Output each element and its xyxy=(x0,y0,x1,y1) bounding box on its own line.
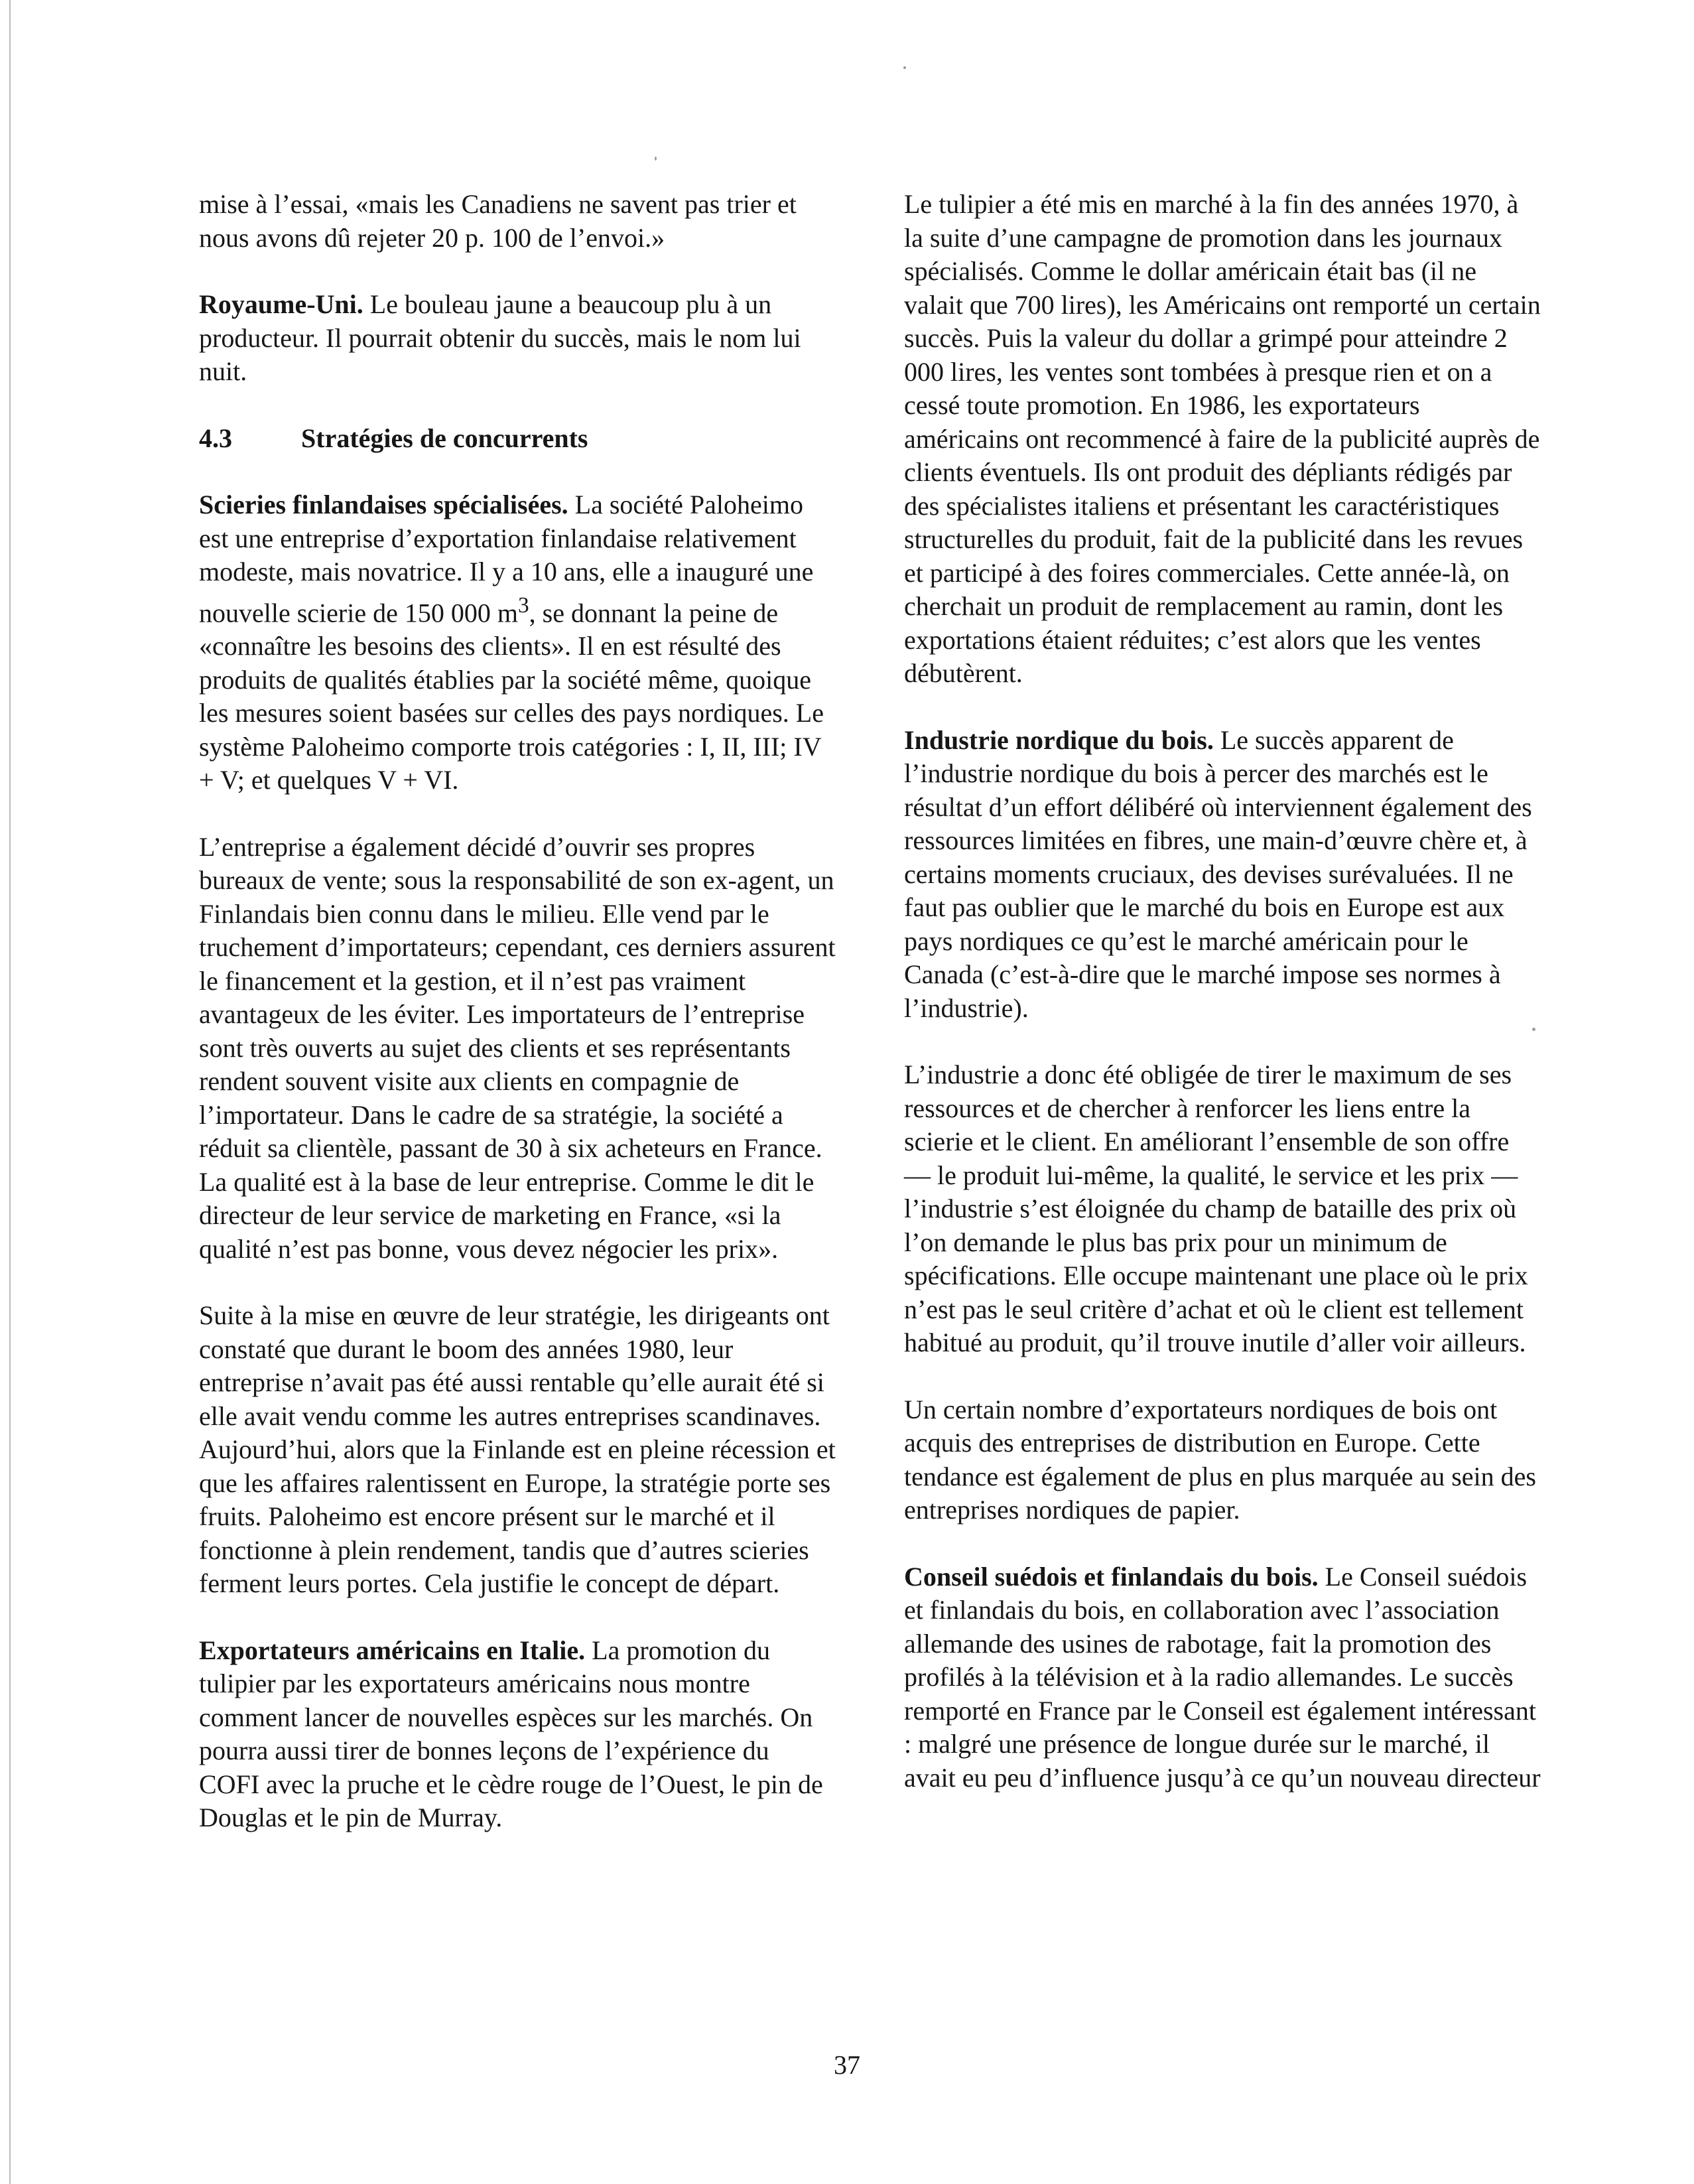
section-title: Stratégies de concurrents xyxy=(301,423,588,453)
nordic-industry-paragraph xyxy=(904,724,1541,1026)
page-number: 37 xyxy=(834,2050,860,2080)
uk-lead: Royaume-Uni. xyxy=(199,289,363,319)
scan-edge-line xyxy=(9,0,11,2184)
left-column xyxy=(199,188,836,1868)
continuation-paragraph: mise à l’essai, «mais les Canadiens ne savent pas trier et nous avons dû rejeter 20 p. 100 de l’envoi.» xyxy=(199,189,797,253)
council-paragraph xyxy=(904,1560,1541,1795)
nordic-text: Le succès apparent de l’industrie nordique du bois à percer des marchés est le résultat d’un effort délibéré où interviennent également des ressources limitées en fibres, une main-d’œuvre chère et, à certains moments cruciaux, des devises surévaluées. Il ne faut pas oublier que le marché du bois en Europe est aux pays nordiques ce qu’est le marché américain pour le Canada (c’est-à-dire que le marché impose ses normes à l’industrie). xyxy=(904,724,1532,1023)
council-lead: Conseil suédois et finlandais du bois. xyxy=(904,1561,1319,1592)
finnish-text-after: , se donnant la peine de «connaître les besoins des clients». Il en est résulté des produits de qualités établies par la société même, quoique les mesures soient basées sur celles des pays nordiques. Le système Paloheimo comporte trois catégories : I, II, III; IV + V; et quelques V + VI. xyxy=(199,597,824,795)
tulip-paragraph: Le tulipier a été mis en marché à la fin des années 1970, à la suite d’une campagne de promotion dans les journaux spécialisés. Comme le dollar américain était bas (il ne valait que 700 lires), les Américains ont remporté un certain succès. Puis la valeur du dollar a grimpé pour atteindre 2 000 lires, les ventes sont tombées à presque rien et on a cessé toute promotion. En 1986, les exportateurs américains ont recommencé à faire de la publicité auprès de clients éventuels. Ils ont produit des dépliants rédigés par des spécialistes italiens et présentant les caractéristiques structurelles du produit, fait de la publicité dans les revues et participé à des foires commerciales. Cette année-là, on cherchait un produit de remplacement au ramin, dont les exportations étaient réduites; c’est alors que les ventes débutèrent. xyxy=(904,189,1541,688)
finnish-sawmills-paragraph xyxy=(199,488,836,797)
nordic-lead: Industrie nordique du bois. xyxy=(904,724,1214,755)
cubic-superscript: 3 xyxy=(517,592,529,618)
section-number: 4.3 xyxy=(199,423,232,453)
scan-speck xyxy=(903,66,906,69)
uk-text: Le bouleau jaune a beaucoup plu à un producteur. Il pourrait obtenir du succès, mais le nom lui nuit. xyxy=(199,289,801,386)
strategy-paragraph: Suite à la mise en œuvre de leur stratégie, les dirigeants ont constaté que durant le boom des années 1980, leur entreprise n’avait pas été aussi rentable qu’elle aurait été si elle avait vendu comme les autres entreprises scandinaves. Aujourd’hui, alors que la Finlande est en pleine récession et que les affaires ralentissent en Europe, la stratégie porte ses fruits. Paloheimo est encore présent sur le marché et il fonctionne à plein rendement, tandis que d’autres scieries ferment leurs portes. Cela justifie le concept de départ. xyxy=(199,1300,836,1599)
finnish-lead: Scieries finlandaises spécialisées. xyxy=(199,490,568,519)
italy-lead: Exportateurs américains en Italie. xyxy=(199,1635,586,1665)
italy-paragraph xyxy=(199,1634,836,1835)
uk-paragraph xyxy=(199,288,836,389)
right-column xyxy=(904,188,1541,1828)
italy-text: La promotion du tulipier par les exportateurs américains nous montre comment lancer de nouvelles espèces sur les marchés. On pourra aussi tirer de bonnes leçons de l’expérience du COFI avec la pruche et le cèdre rouge de l’Ouest, le pin de Douglas et le pin de Murray. xyxy=(199,1635,823,1833)
scan-speck xyxy=(655,157,657,161)
exporters-paragraph: Un certain nombre d’exportateurs nordiques de bois ont acquis des entreprises de distribution en Europe. Cette tendance est également de plus en plus marquée au sein des entreprises nordiques de papier. xyxy=(904,1394,1536,1525)
council-text: Le Conseil suédois et finlandais du bois, en collaboration avec l’association allemande des usines de rabotage, fait la promotion des profilés à la télévision et à la radio allemandes. Le succès remporté en France par le Conseil est également intéressant : malgré une présence de longue durée sur le marché, il avait eu peu d’influence jusqu’à ce qu’un nouveau directeur xyxy=(904,1561,1541,1793)
sales-offices-paragraph: L’entreprise a également décidé d’ouvrir ses propres bureaux de vente; sous la responsabilité de son ex-agent, un Finlandais bien connu dans le milieu. Elle vend par le truchement d’importateurs; cependant, ces derniers assurent le financement et la gestion, et il n’est pas vraiment avantageux de les éviter. Les importateurs de l’entreprise sont très ouverts au sujet des clients et ses représentants rendent souvent visite aux clients en compagnie de l’importateur. Dans le cadre de sa stratégie, la société a réduit sa clientèle, passant de 30 à six acheteurs en France. La qualité est à la base de leur entreprise. Comme le dit le directeur de leur service de marketing en France, «si la qualité n’est pas bonne, vous devez négocier les prix». xyxy=(199,831,836,1264)
section-heading xyxy=(199,422,836,456)
finnish-text-before: La société Paloheimo est une entreprise d’exportation finlandaise relativement modeste, mais novatrice. Il y a 10 ans, elle a inauguré une nouvelle scierie de 150 000 m xyxy=(199,490,814,628)
industry-paragraph: L’industrie a donc été obligée de tirer le maximum de ses ressources et de chercher à renforcer les liens entre la scierie et le client. En améliorant l’ensemble de son offre — le produit lui-même, la qualité, le service et les prix — l’industrie s’est éloignée du champ de bataille des prix où l’on demande le plus bas prix pour un minimum de spécifications. Elle occupe maintenant une place où le prix n’est pas le seul critère d’achat et où le client est tellement habitué au produit, qu’il trouve inutile d’aller voir ailleurs. xyxy=(904,1059,1528,1357)
